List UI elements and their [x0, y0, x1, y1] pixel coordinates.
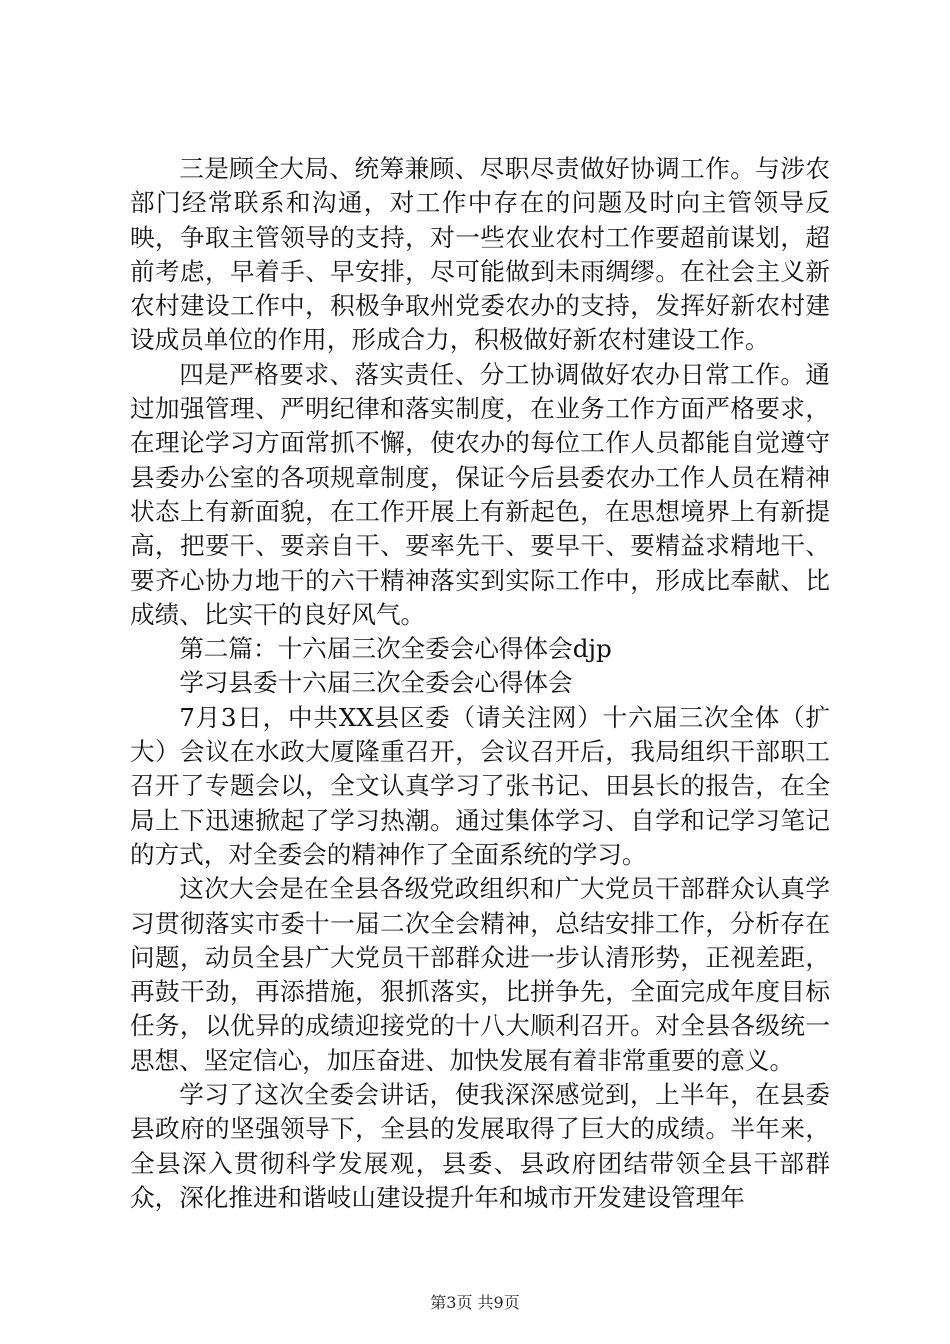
paragraph-5: 学习了这次全委会讲话，使我深深感觉到，上半年，在县委县政府的坚强领导下，全县的发展取得了巨大的成绩。半年来，全县深入贯彻科学发展观，县委、县政府团结带领全县干部群众，深化推进和谐岐山建设提升年和城市开发建设管理年: [130, 1080, 830, 1212]
document-body: [130, 152, 830, 1215]
paragraph-2: 四是严格要求、落实责任、分工协调做好农办日常工作。通过加强管理、严明纪律和落实制度，在业务工作方面严格要求，在理论学习方面常抓不懈，使农办的每位工作人员都能自觉遵守县委办公室的各项规章制度，保证今后县委农办工作人员在精神状态上有新面貌，在工作开展上有新起色，在思想境界上有新提高，把要干、要亲自干、要率先干、要早干、要精益求精地干、要齐心协力地干的六干精神落实到实际工作中，形成比奉献、比成绩、比实干的良好风气。: [130, 359, 830, 629]
section-title: 第二篇：十六届三次全委会心得体会djp: [179, 634, 612, 664]
paragraph-1: 三是顾全大局、统筹兼顾、尽职尽责做好协调工作。与涉农部门经常联系和沟通，对工作中存在的问题及时向主管领导反映，争取主管领导的支持，对一些农业农村工作要超前谋划，超前考虑，早着手、早安排，尽可能做到未雨绸缪。在社会主义新农村建设工作中，积极争取州党委农办的支持，发挥好新农村建设成员单位的作用，形成合力，积极做好新农村建设工作。: [130, 154, 830, 355]
page-footer: 第3页 共9页: [430, 1293, 520, 1312]
paragraph-3: 7月3日，中共XX县区委（请关注网）十六届三次全体（扩大）会议在水政大厦隆重召开，会议召开后，我局组织干部职工召开了专题会以，全文认真学习了张书记、田县长的报告，在全局上下迅速掀起了学习热潮。通过集体学习、自学和记学习笔记的方式，对全委会的精神作了全面系统的学习。: [130, 702, 830, 869]
paragraph-4: 这次大会是在全县各级党政组织和广大党员干部群众认真学习贯彻落实市委十一届二次全会精神，总结安排工作，分析存在问题，动员全县广大党员干部群众进一步认清形势，正视差距，再鼓干劲，再添措施，狠抓落实，比拼争先，全面完成年度目标任务，以优异的成绩迎接党的十八大顺利召开。对全县各级统一思想、坚定信心，加压奋进、加快发展有着非常重要的意义。: [130, 874, 830, 1075]
article-title: 学习县委十六届三次全委会心得体会: [179, 668, 573, 698]
